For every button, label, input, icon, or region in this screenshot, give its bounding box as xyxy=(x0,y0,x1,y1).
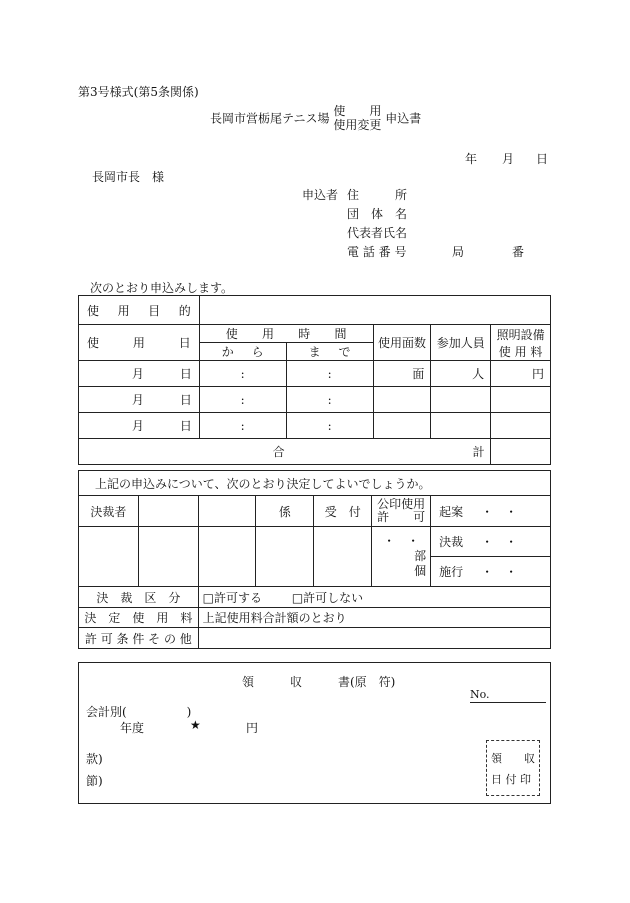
date-day: 日 xyxy=(536,152,549,166)
kakari-label: 係 xyxy=(256,496,314,527)
date-cell[interactable]: 月 日 xyxy=(79,413,200,439)
conditions-label: 許 可 条 件 そ の 他 xyxy=(79,628,199,649)
title-main: 長岡市営栃尾テニス場 xyxy=(210,111,330,126)
date-year: 年 xyxy=(465,152,478,166)
total-row xyxy=(79,439,551,465)
time-to-cell[interactable]: : xyxy=(286,387,373,413)
date-header: 使 用 日 xyxy=(79,325,200,361)
fee-cell[interactable] xyxy=(491,387,551,413)
table-row[interactable] xyxy=(79,413,551,439)
kubun-options xyxy=(198,587,550,608)
phone-kyoku: 局 xyxy=(452,245,465,259)
phone-ban: 番 xyxy=(512,245,525,259)
receipt-no[interactable]: No. xyxy=(470,688,546,703)
permit-checkbox[interactable]: □許可する xyxy=(202,590,262,605)
decision-intro: 上記の申込みについて、次のとおり決定してよいでしょうか。 xyxy=(79,471,551,496)
faces-cell[interactable] xyxy=(373,387,431,413)
faces-header: 使用面数 xyxy=(373,325,431,361)
time-from-cell[interactable]: : xyxy=(199,413,286,439)
people-header: 参加人員 xyxy=(431,325,491,361)
decision-table xyxy=(78,470,551,649)
address-label: 住 所 xyxy=(347,188,408,202)
form-title xyxy=(210,104,421,132)
shiko-row[interactable]: 施行 ・ ・ xyxy=(431,557,551,587)
people-cell[interactable] xyxy=(431,387,491,413)
account-label[interactable]: 会計別( ) xyxy=(86,705,192,719)
uketsuke-stamp[interactable] xyxy=(314,527,372,587)
time-to-header: ま で xyxy=(286,343,373,361)
nopermit-checkbox[interactable]: □許可しない xyxy=(291,590,364,605)
kubun-label: 決 裁 区 分 xyxy=(79,587,199,608)
people-cell[interactable]: 人 xyxy=(431,361,491,387)
intro-text: 次のとおり申込みします。 xyxy=(90,281,234,295)
fiscal-year: 年度 xyxy=(120,721,145,735)
seal-cell[interactable]: ・ ・ 部 個 xyxy=(372,527,431,587)
fee-value: 上記使用料合計額のとおり xyxy=(198,608,550,628)
uketsuke-label: 受 付 xyxy=(314,496,372,527)
approver-stamp-2[interactable] xyxy=(138,527,198,587)
title-option-change: 使用変更 xyxy=(333,118,382,132)
date-month: 月 xyxy=(502,152,515,166)
date-cell[interactable]: 月 日 xyxy=(79,361,200,387)
receipt-title: 領 収 書(原 符) xyxy=(242,675,396,689)
kan-label: 款) xyxy=(86,752,103,766)
table-row[interactable] xyxy=(79,387,551,413)
fee-cell[interactable] xyxy=(491,413,551,439)
yen-label: 円 xyxy=(246,721,259,735)
org-label: 団 体 名 xyxy=(347,207,408,221)
form-number: 第3号様式(第5条関係) xyxy=(78,85,199,99)
faces-cell[interactable] xyxy=(373,413,431,439)
approver-label: 決裁者 xyxy=(79,496,139,527)
people-cell[interactable] xyxy=(431,413,491,439)
purpose-label: 使 用 目 的 xyxy=(79,296,200,325)
time-from-header: か ら xyxy=(199,343,286,361)
applicant-label: 申込者 xyxy=(302,188,339,202)
time-to-cell[interactable]: : xyxy=(286,413,373,439)
stamp-line-1: 領 収 xyxy=(491,752,535,765)
kessai-row[interactable]: 決裁 ・ ・ xyxy=(431,527,551,557)
time-from-cell[interactable]: : xyxy=(199,361,286,387)
time-to-cell[interactable]: : xyxy=(286,361,373,387)
seal-header: 公印使用 許 可 xyxy=(372,496,431,527)
table-row[interactable] xyxy=(79,361,551,387)
phone-label: 電 話 番 号 xyxy=(347,245,407,259)
lighting-header: 照明設備 使 用 料 xyxy=(491,325,551,361)
setsu-label: 節) xyxy=(86,774,103,788)
rep-label: 代表者氏名 xyxy=(347,226,408,240)
approver-cell-2[interactable] xyxy=(198,496,256,527)
fee-label: 決 定 使 用 料 xyxy=(79,608,199,628)
receipt-date-stamp[interactable] xyxy=(486,740,540,796)
usage-table xyxy=(78,295,551,465)
conditions-field[interactable] xyxy=(198,628,550,649)
kakari-stamp[interactable] xyxy=(256,527,314,587)
title-options xyxy=(333,104,381,132)
total-label: 合 計 xyxy=(79,439,491,465)
time-from-cell[interactable]: : xyxy=(199,387,286,413)
faces-cell[interactable]: 面 xyxy=(373,361,431,387)
approver-cell-1[interactable] xyxy=(138,496,198,527)
stamp-line-2: 日 付 印 xyxy=(491,773,531,786)
approver-stamp-3[interactable] xyxy=(198,527,256,587)
title-option-use: 使 用 xyxy=(333,104,382,118)
fee-cell[interactable]: 円 xyxy=(491,361,551,387)
time-header: 使 用 時 間 xyxy=(199,325,373,343)
kian-row[interactable]: 起案 ・ ・ xyxy=(431,496,551,527)
addressee: 長岡市長 様 xyxy=(92,170,165,184)
title-suffix: 申込書 xyxy=(385,111,422,126)
total-fee-cell[interactable] xyxy=(491,439,551,465)
star-icon: ★ xyxy=(190,718,201,732)
purpose-field[interactable] xyxy=(199,296,550,325)
date-cell[interactable]: 月 日 xyxy=(79,387,200,413)
approver-stamp-1[interactable] xyxy=(79,527,139,587)
